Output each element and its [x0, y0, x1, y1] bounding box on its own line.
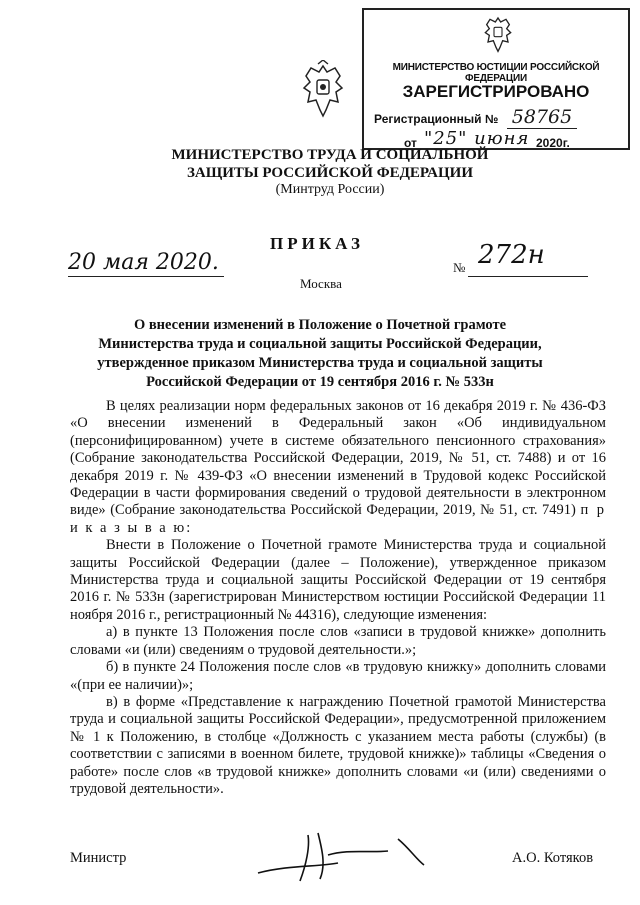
coat-of-arms-emblem	[300, 60, 346, 120]
stamp-title: ЗАРЕГИСТРИРОВАНО	[402, 82, 590, 101]
number-underline	[468, 276, 588, 277]
signer-name: А.О. Котяков	[512, 850, 594, 866]
paragraph-item-c: в) в форме «Представление к награждению Почетной грамотой Министерства труда и социальной защиты Российской Федерации», предусмотренной приложением № 1 к Положению, в столбце «Должность с указанием места работы (службы) (в соответствии с записями в военном билете, трудовой книжке)» таблицы «Сведения о работе» после слов «в трудовой книжке» дополнить словами «и (или) сведениями о трудовой деятельности».	[70, 693, 606, 797]
order-verb: п р и к а з ы в а ю:	[70, 502, 607, 536]
stamp-date-prefix: от	[404, 136, 417, 150]
number-sign: №	[453, 260, 466, 275]
paragraph-main: Внести в Положение о Почетной грамоте Министерства труда и социальной защиты Российской Федерации (далее – Положение), утвержденное приказом Министерства труда и социальной защиты Российской Федерации от 19 сентября 2016 г. № 533н (зарегистрирован Министерством юстиции Российской Федерации 11 ноября 2016 г., регистрационный № 44316), следующие изменения:	[70, 537, 606, 623]
stamp-organization: МИНИСТЕРСТВО ЮСТИЦИИ РОССИЙСКОЙ ФЕДЕРАЦИИ	[392, 62, 600, 84]
order-body	[70, 398, 606, 798]
minister-title: Министр	[70, 850, 127, 866]
stamp-reg-number: 58765	[507, 106, 577, 129]
order-date-handwritten: 20 мая 2020.	[68, 250, 219, 275]
stamp-date-handwritten: "25" июня	[424, 128, 530, 149]
registration-stamp	[362, 8, 630, 150]
ministry-short-name: (Минтруд России)	[275, 182, 385, 197]
handwritten-signature	[248, 825, 448, 885]
ministry-name: МИНИСТЕРСТВО ТРУДА И СОЦИАЛЬНОЙ ЗАЩИТЫ РОССИЙСКОЙ ФЕДЕРАЦИИ	[171, 147, 489, 181]
paragraph-item-b: б) в пункте 24 Положения после слов «в трудовую книжку» дополнить словами «(при ее наличии)»;	[70, 659, 606, 693]
document-type: ПРИКАЗ	[270, 234, 364, 253]
order-heading: О внесении изменений в Положение о Почетной грамоте Министерства труда и социальной защиты Российской Федерации, утвержденное приказом Министерства труда и социальной защиты Российской Федерации от 19 сентября 2016 г. № 533н	[97, 317, 543, 390]
order-number-handwritten: 272н	[478, 240, 545, 270]
stamp-reg-label: Регистрационный №	[374, 112, 499, 126]
paragraph-item-a: а) в пункте 13 Положения после слов «записи в трудовой книжке» дополнить словами «и (или) сведениям о трудовой деятельности.»;	[70, 624, 606, 658]
paragraph-preamble	[70, 398, 606, 537]
preamble-text: В целях реализации норм федеральных законов от 16 декабря 2019 г. № 436-ФЗ «О внесении изменений в Федеральный закон «Об индивидуальном (персонифицированном) учете в системе обязательного пенсионного страхования» (Собрание законодательства Российской Федерации, 2019, № 51, ст. 7488) и от 16 декабря 2019 г. № 439-ФЗ «О внесении изменений в Трудовой кодекс Российской Федерации в части формирования сведений о трудовой деятельности в электронном виде» (Собрание законодательства Российской Федерации, 2019, № 51, ст. 7491)	[70, 398, 606, 519]
stamp-emblem-icon	[480, 14, 516, 54]
city: Москва	[300, 276, 342, 291]
date-underline	[68, 276, 224, 277]
stamp-year: 2020г.	[536, 136, 570, 150]
